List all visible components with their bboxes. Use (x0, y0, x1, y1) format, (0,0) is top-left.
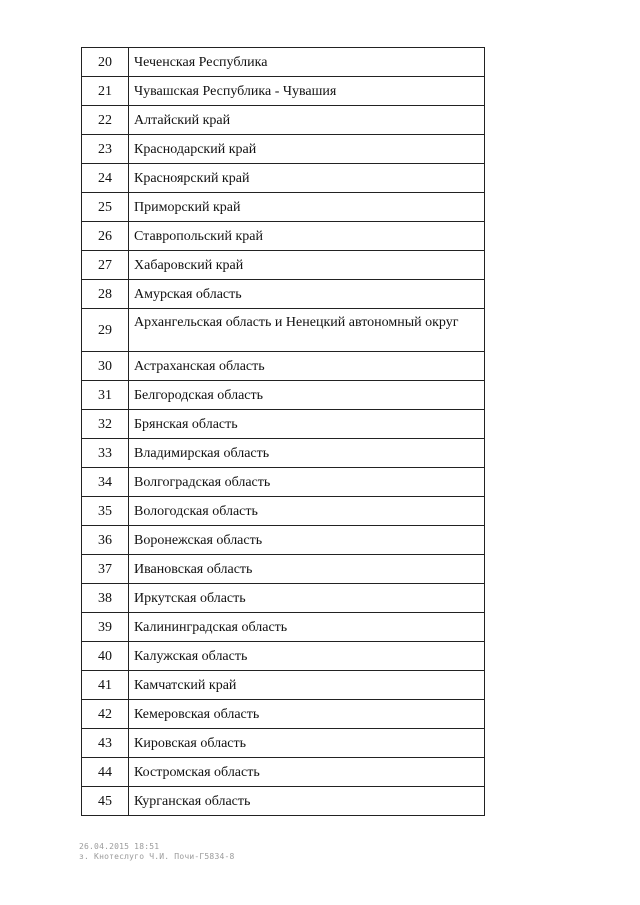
region-name: Калининградская область (129, 613, 485, 642)
table-row (82, 410, 485, 439)
region-name: Кировская область (129, 729, 485, 758)
table-row (82, 439, 485, 468)
row-number: 23 (82, 135, 129, 164)
region-name: Амурская область (129, 280, 485, 309)
region-name: Волгоградская область (129, 468, 485, 497)
region-name: Калужская область (129, 642, 485, 671)
footer-date-line: 26.04.2015 18:51 (79, 842, 160, 851)
table-row (82, 729, 485, 758)
regions-table-body (82, 48, 485, 816)
row-number: 43 (82, 729, 129, 758)
row-number: 26 (82, 222, 129, 251)
footer-author-line: з. Кнотеслуго Ч.И. Почи-Г5834-8 (79, 852, 235, 861)
row-number: 24 (82, 164, 129, 193)
table-row (82, 758, 485, 787)
row-number: 21 (82, 77, 129, 106)
region-name: Приморский край (129, 193, 485, 222)
table-row (82, 642, 485, 671)
region-name: Хабаровский край (129, 251, 485, 280)
table-row (82, 555, 485, 584)
row-number: 44 (82, 758, 129, 787)
document-footer-stamp (79, 842, 235, 862)
table-row (82, 468, 485, 497)
region-name: Вологодская область (129, 497, 485, 526)
region-name: Курганская область (129, 787, 485, 816)
region-name: Кемеровская область (129, 700, 485, 729)
region-name: Владимирская область (129, 439, 485, 468)
row-number: 25 (82, 193, 129, 222)
row-number: 32 (82, 410, 129, 439)
table-row (82, 787, 485, 816)
row-number: 31 (82, 381, 129, 410)
table-row (82, 135, 485, 164)
row-number: 34 (82, 468, 129, 497)
table-row (82, 497, 485, 526)
region-name: Архангельская область и Ненецкий автономный округ (129, 309, 485, 352)
row-number: 39 (82, 613, 129, 642)
region-name: Красноярский край (129, 164, 485, 193)
row-number: 36 (82, 526, 129, 555)
row-number: 22 (82, 106, 129, 135)
row-number: 35 (82, 497, 129, 526)
region-name: Алтайский край (129, 106, 485, 135)
row-number: 45 (82, 787, 129, 816)
table-row (82, 526, 485, 555)
table-row (82, 77, 485, 106)
region-name: Чувашская Республика - Чувашия (129, 77, 485, 106)
row-number: 20 (82, 48, 129, 77)
row-number: 33 (82, 439, 129, 468)
row-number: 37 (82, 555, 129, 584)
region-name: Воронежская область (129, 526, 485, 555)
region-name: Брянская область (129, 410, 485, 439)
table-row (82, 48, 485, 77)
region-name: Краснодарский край (129, 135, 485, 164)
table-row (82, 280, 485, 309)
row-number: 29 (82, 309, 129, 352)
region-name: Ивановская область (129, 555, 485, 584)
table-row (82, 193, 485, 222)
region-name: Иркутская область (129, 584, 485, 613)
table-row (82, 309, 485, 352)
region-name: Костромская область (129, 758, 485, 787)
region-name: Камчатский край (129, 671, 485, 700)
table-row (82, 381, 485, 410)
table-row (82, 671, 485, 700)
regions-table (81, 47, 485, 816)
row-number: 30 (82, 352, 129, 381)
table-row (82, 613, 485, 642)
table-row (82, 222, 485, 251)
table-row (82, 700, 485, 729)
region-name: Ставропольский край (129, 222, 485, 251)
region-name: Чеченская Республика (129, 48, 485, 77)
row-number: 28 (82, 280, 129, 309)
region-name: Астраханская область (129, 352, 485, 381)
table-row (82, 584, 485, 613)
row-number: 40 (82, 642, 129, 671)
table-row (82, 164, 485, 193)
table-row (82, 106, 485, 135)
row-number: 27 (82, 251, 129, 280)
row-number: 38 (82, 584, 129, 613)
row-number: 41 (82, 671, 129, 700)
row-number: 42 (82, 700, 129, 729)
table-row (82, 251, 485, 280)
table-row (82, 352, 485, 381)
region-name: Белгородская область (129, 381, 485, 410)
